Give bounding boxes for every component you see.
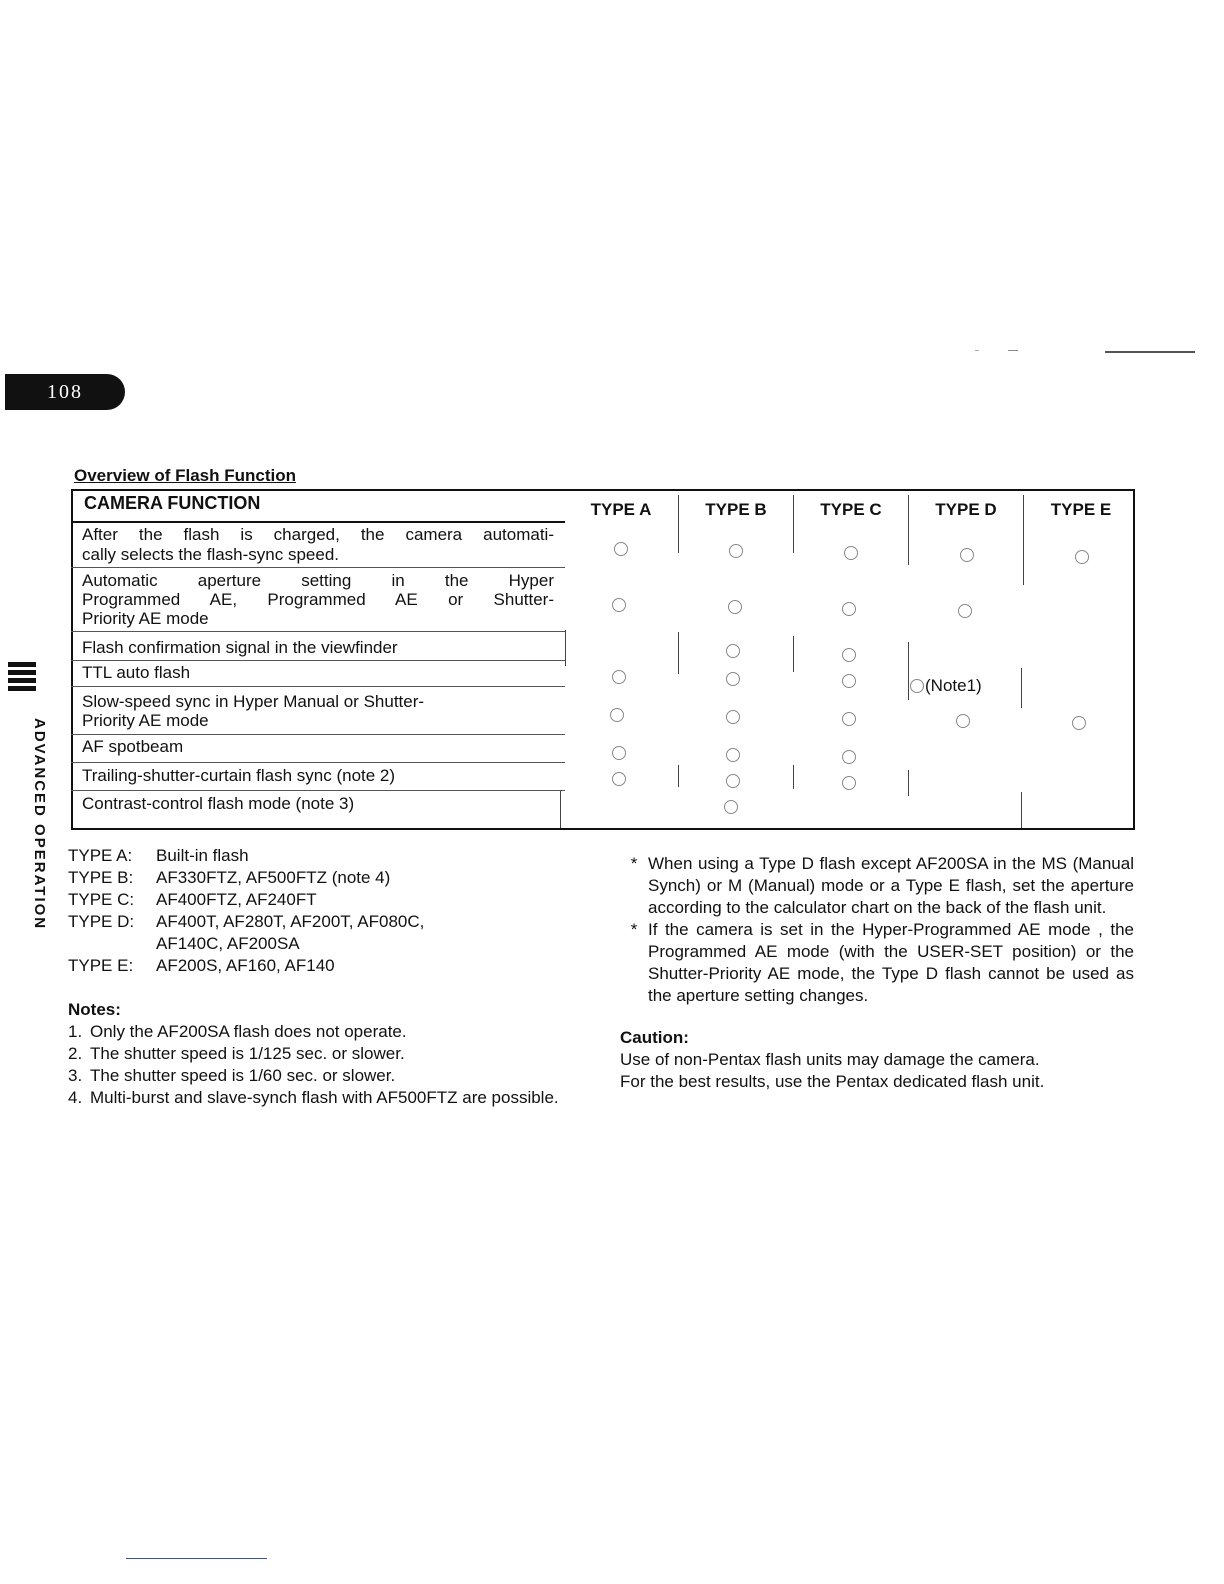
available-mark	[610, 708, 624, 722]
section-marker-bars	[8, 662, 36, 694]
available-mark	[842, 750, 856, 764]
column-divider	[678, 495, 679, 553]
header-underline	[71, 521, 565, 523]
available-mark	[956, 714, 970, 728]
asterisk-icon: *	[630, 854, 638, 873]
available-mark	[1072, 716, 1086, 730]
top-dash	[1008, 350, 1018, 351]
row-separator	[71, 567, 565, 568]
remarks-and-caution	[620, 853, 1134, 1093]
available-mark	[612, 746, 626, 760]
available-mark	[960, 548, 974, 562]
col-header-type-b: TYPE B	[705, 500, 767, 519]
asterisk-icon: *	[630, 920, 638, 939]
available-mark	[842, 648, 856, 662]
section-title: Overview of Flash Function	[74, 466, 296, 485]
flash-type-row: AF140C, AF200SA	[156, 934, 300, 953]
flash-type-row: TYPE C: AF400FTZ, AF240FT	[68, 890, 317, 909]
bottom-rule	[126, 1558, 267, 1559]
caution-title: Caution:	[620, 1028, 689, 1047]
column-divider	[1021, 792, 1022, 828]
note-item: 1. Only the AF200SA flash does not operate.	[68, 1022, 407, 1041]
available-mark	[726, 672, 740, 686]
col-header-type-d: TYPE D	[935, 500, 997, 519]
column-divider	[793, 765, 794, 789]
col-header-type-a: TYPE A	[590, 500, 652, 519]
flash-type-row: TYPE E: AF200S, AF160, AF140	[68, 956, 335, 975]
row-label-auto-aperture: Automatic aperture setting in the Hyper Programmed AE, Programmed AE or Shutter-	[82, 571, 554, 609]
available-mark	[612, 772, 626, 786]
column-divider	[678, 632, 679, 674]
flash-type-row: TYPE D: AF400T, AF280T, AF200T, AF080C,	[68, 912, 425, 931]
available-mark	[728, 600, 742, 614]
flash-types-and-notes	[68, 845, 588, 1109]
caution-line: Use of non-Pentax flash units may damage the camera.	[620, 1050, 1040, 1069]
top-dash	[975, 350, 979, 351]
column-divider	[908, 495, 909, 565]
available-mark	[958, 604, 972, 618]
row-separator	[71, 734, 565, 735]
column-divider	[908, 770, 909, 796]
type-d-note1-label: (Note1)	[925, 676, 982, 695]
row-label-af-spotbeam: AF spotbeam	[82, 737, 184, 756]
remark-item: * If the camera is set in the Hyper-Programmed AE mode , the Programmed AE mode (with the USER-SET position) or the Shutter-Priority AE mode, the Type D flash cannot be used as the aperture setting changes.	[620, 919, 1134, 1007]
available-mark	[614, 542, 628, 556]
column-divider	[560, 790, 561, 828]
flash-type-row: TYPE B: AF330FTZ, AF500FTZ (note 4)	[68, 868, 391, 887]
row-label-slow-speed-sync: Slow-speed sync in Hyper Manual or Shutter- Priority AE mode	[82, 692, 425, 730]
row-label-auto-sync-speed-cont: cally selects the flash-sync speed.	[82, 545, 340, 564]
available-mark	[726, 748, 740, 762]
top-rule	[1105, 351, 1195, 353]
row-label-auto-aperture-cont: Priority AE mode	[82, 609, 209, 628]
col-header-type-c: TYPE C	[820, 500, 882, 519]
note-item: 3. The shutter speed is 1/60 sec. or slower.	[68, 1066, 396, 1085]
available-mark	[910, 679, 924, 693]
available-mark	[842, 674, 856, 688]
available-mark	[842, 712, 856, 726]
row-label-ttl-auto-flash: TTL auto flash	[82, 663, 191, 682]
available-mark	[726, 710, 740, 724]
notes-title: Notes:	[68, 1000, 121, 1019]
available-mark	[1075, 550, 1089, 564]
column-divider	[793, 495, 794, 553]
remark-item: * When using a Type D flash except AF200SA in the MS (Manual Synch) or M (Manual) mode or a Type E flash, set the aperture according to the calculator chart on the back of the flash unit.	[620, 853, 1134, 919]
column-divider	[793, 636, 794, 672]
flash-type-row: TYPE A: Built-in flash	[68, 846, 249, 865]
row-separator	[71, 762, 565, 763]
camera-function-header: CAMERA FUNCTION	[84, 493, 261, 513]
row-label-trailing-curtain-sync: Trailing-shutter-curtain flash sync (note 2)	[82, 766, 396, 785]
column-divider	[678, 765, 679, 787]
row-separator	[71, 686, 565, 687]
column-divider	[908, 642, 909, 700]
available-mark	[726, 774, 740, 788]
available-mark	[844, 546, 858, 560]
row-label-auto-sync-speed: After the flash is charged, the camera automati-	[82, 525, 554, 544]
column-divider	[1023, 495, 1024, 585]
column-divider	[1021, 668, 1022, 708]
column-divider	[565, 630, 566, 666]
row-separator	[71, 660, 565, 661]
col-header-type-e: TYPE E	[1050, 500, 1112, 519]
available-mark	[724, 800, 738, 814]
row-separator	[71, 790, 565, 791]
section-side-label: ADVANCED OPERATION	[31, 718, 48, 931]
available-mark	[729, 544, 743, 558]
note-item: 2. The shutter speed is 1/125 sec. or slower.	[68, 1044, 405, 1063]
row-label-contrast-control: Contrast-control flash mode (note 3)	[82, 794, 355, 813]
available-mark	[612, 598, 626, 612]
caution-line: For the best results, use the Pentax dedicated flash unit.	[620, 1072, 1045, 1091]
available-mark	[726, 644, 740, 658]
note-item: 4. Multi-burst and slave-synch flash with AF500FTZ are possible.	[68, 1088, 559, 1107]
available-mark	[612, 670, 626, 684]
row-separator	[71, 631, 565, 632]
page-number: 108	[47, 380, 83, 403]
available-mark	[842, 602, 856, 616]
row-label-flash-confirmation: Flash confirmation signal in the viewfinder	[82, 638, 398, 657]
available-mark	[842, 776, 856, 790]
page-number-tab	[5, 374, 125, 410]
